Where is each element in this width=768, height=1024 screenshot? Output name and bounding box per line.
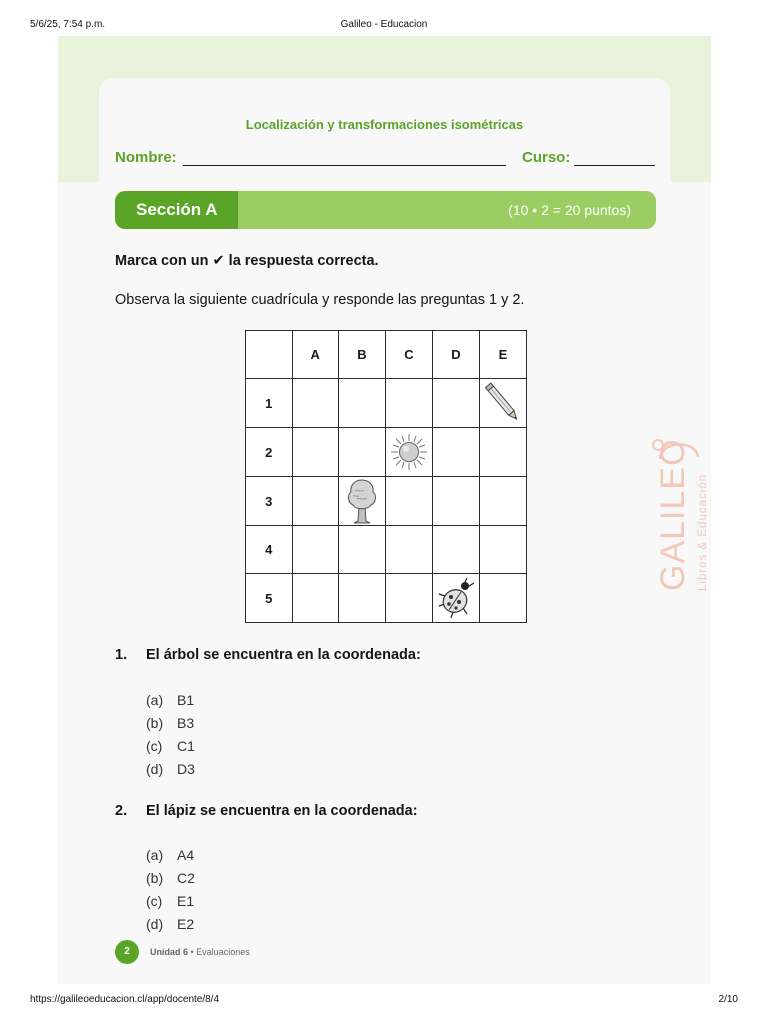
grid-cell — [339, 574, 386, 623]
course-field[interactable] — [574, 165, 655, 166]
question-2-options — [146, 844, 195, 936]
name-field[interactable] — [183, 165, 506, 166]
option-value: E2 — [177, 916, 195, 932]
grid-cell — [386, 574, 433, 623]
grid-cell — [480, 526, 527, 574]
grid-cell — [480, 379, 527, 428]
option-letter: (d) — [146, 916, 164, 932]
question-number: 2. — [115, 803, 128, 819]
print-timestamp: 5/6/25, 7:54 p.m. — [30, 19, 106, 30]
option-letter: (a) — [146, 692, 164, 708]
unit-footer — [150, 947, 250, 957]
grid-cell — [339, 428, 386, 477]
grid-cell — [480, 477, 527, 526]
answer-option[interactable] — [146, 844, 195, 867]
column-header: A — [292, 331, 339, 379]
grid-cell — [433, 526, 480, 574]
grid-corner-cell — [246, 331, 293, 379]
grid-row — [246, 526, 527, 574]
watermark-brand: GALILEO — [654, 438, 692, 591]
option-value: C1 — [177, 738, 195, 754]
option-value: E1 — [177, 893, 195, 909]
grid-cell — [433, 574, 480, 623]
option-letter: (b) — [146, 870, 164, 886]
grid-cell — [433, 379, 480, 428]
instruction-mark: Marca con un ✔ la respuesta correcta. — [115, 253, 379, 269]
print-footer — [0, 994, 768, 1008]
section-points: (10 • 2 = 20 puntos) — [508, 202, 631, 218]
option-value: A4 — [177, 847, 195, 863]
tree-icon — [339, 477, 385, 525]
print-page-title: Galileo - Educacion — [340, 19, 428, 30]
pencil-icon — [480, 379, 526, 427]
option-letter: (c) — [146, 893, 163, 909]
grid-cell — [386, 477, 433, 526]
name-label: Nombre: — [115, 149, 177, 166]
print-url: https://galileoeducacion.cl/app/docente/8/4 — [30, 994, 220, 1005]
print-header — [0, 19, 768, 33]
watermark-tagline: Libros & Educación — [697, 473, 709, 591]
answer-option[interactable] — [146, 689, 195, 712]
answer-option[interactable] — [146, 890, 195, 913]
sun-icon — [386, 428, 432, 476]
grid-cell — [480, 428, 527, 477]
column-header: C — [386, 331, 433, 379]
row-header: 2 — [246, 428, 293, 477]
question-text: El lápiz se encuentra en la coordenada: — [146, 803, 418, 819]
row-header: 5 — [246, 574, 293, 623]
section-banner — [115, 191, 656, 229]
answer-option[interactable] — [146, 867, 195, 890]
grid-cell — [339, 526, 386, 574]
option-value: C2 — [177, 870, 195, 886]
answer-option[interactable] — [146, 758, 195, 781]
grid-header-row — [246, 331, 527, 379]
grid-cell — [292, 379, 339, 428]
option-letter: (b) — [146, 715, 164, 731]
option-letter: (a) — [146, 847, 164, 863]
grid-cell — [386, 379, 433, 428]
row-header: 4 — [246, 526, 293, 574]
column-header: E — [480, 331, 527, 379]
unit-suffix: Evaluaciones — [196, 947, 250, 957]
print-page-counter: 2/10 — [718, 994, 738, 1005]
coordinate-grid — [245, 330, 527, 623]
question-number: 1. — [115, 647, 128, 663]
grid-row — [246, 574, 527, 623]
worksheet-page — [58, 36, 711, 984]
option-letter: (c) — [146, 738, 163, 754]
answer-option[interactable] — [146, 913, 195, 936]
question-1 — [115, 647, 421, 663]
grid-row — [246, 379, 527, 428]
unit-label: Unidad 6 — [150, 947, 189, 957]
grid-cell — [386, 428, 433, 477]
row-header: 3 — [246, 477, 293, 526]
grid-cell — [292, 526, 339, 574]
option-value: B1 — [177, 692, 195, 708]
answer-option[interactable] — [146, 735, 195, 758]
column-header: D — [433, 331, 480, 379]
grid-cell — [433, 428, 480, 477]
galileo-watermark — [638, 431, 718, 596]
question-2 — [115, 803, 418, 819]
option-value: B3 — [177, 715, 195, 731]
column-header: B — [339, 331, 386, 379]
grid-cell — [433, 477, 480, 526]
grid-cell — [480, 574, 527, 623]
course-label: Curso: — [522, 149, 571, 166]
unit-separator: • — [188, 947, 197, 957]
section-title: Sección A — [136, 200, 218, 219]
question-1-options — [146, 689, 195, 781]
grid-cell — [386, 526, 433, 574]
option-value: D3 — [177, 761, 195, 777]
grid-cell — [339, 379, 386, 428]
grid-cell — [292, 477, 339, 526]
grid-row — [246, 428, 527, 477]
grid-row — [246, 477, 527, 526]
answer-option[interactable] — [146, 712, 195, 735]
page-title: Localización y transformaciones isométricas — [245, 117, 524, 132]
option-letter: (d) — [146, 761, 164, 777]
ladybug-icon — [433, 574, 479, 622]
header-card — [99, 78, 670, 198]
row-header: 1 — [246, 379, 293, 428]
instruction-grid: Observa la siguiente cuadrícula y responde las preguntas 1 y 2. — [115, 292, 525, 308]
question-text: El árbol se encuentra en la coordenada: — [146, 647, 421, 663]
grid-cell — [339, 477, 386, 526]
grid-cell — [292, 428, 339, 477]
page-number-badge: 2 — [115, 940, 139, 964]
grid-cell — [292, 574, 339, 623]
